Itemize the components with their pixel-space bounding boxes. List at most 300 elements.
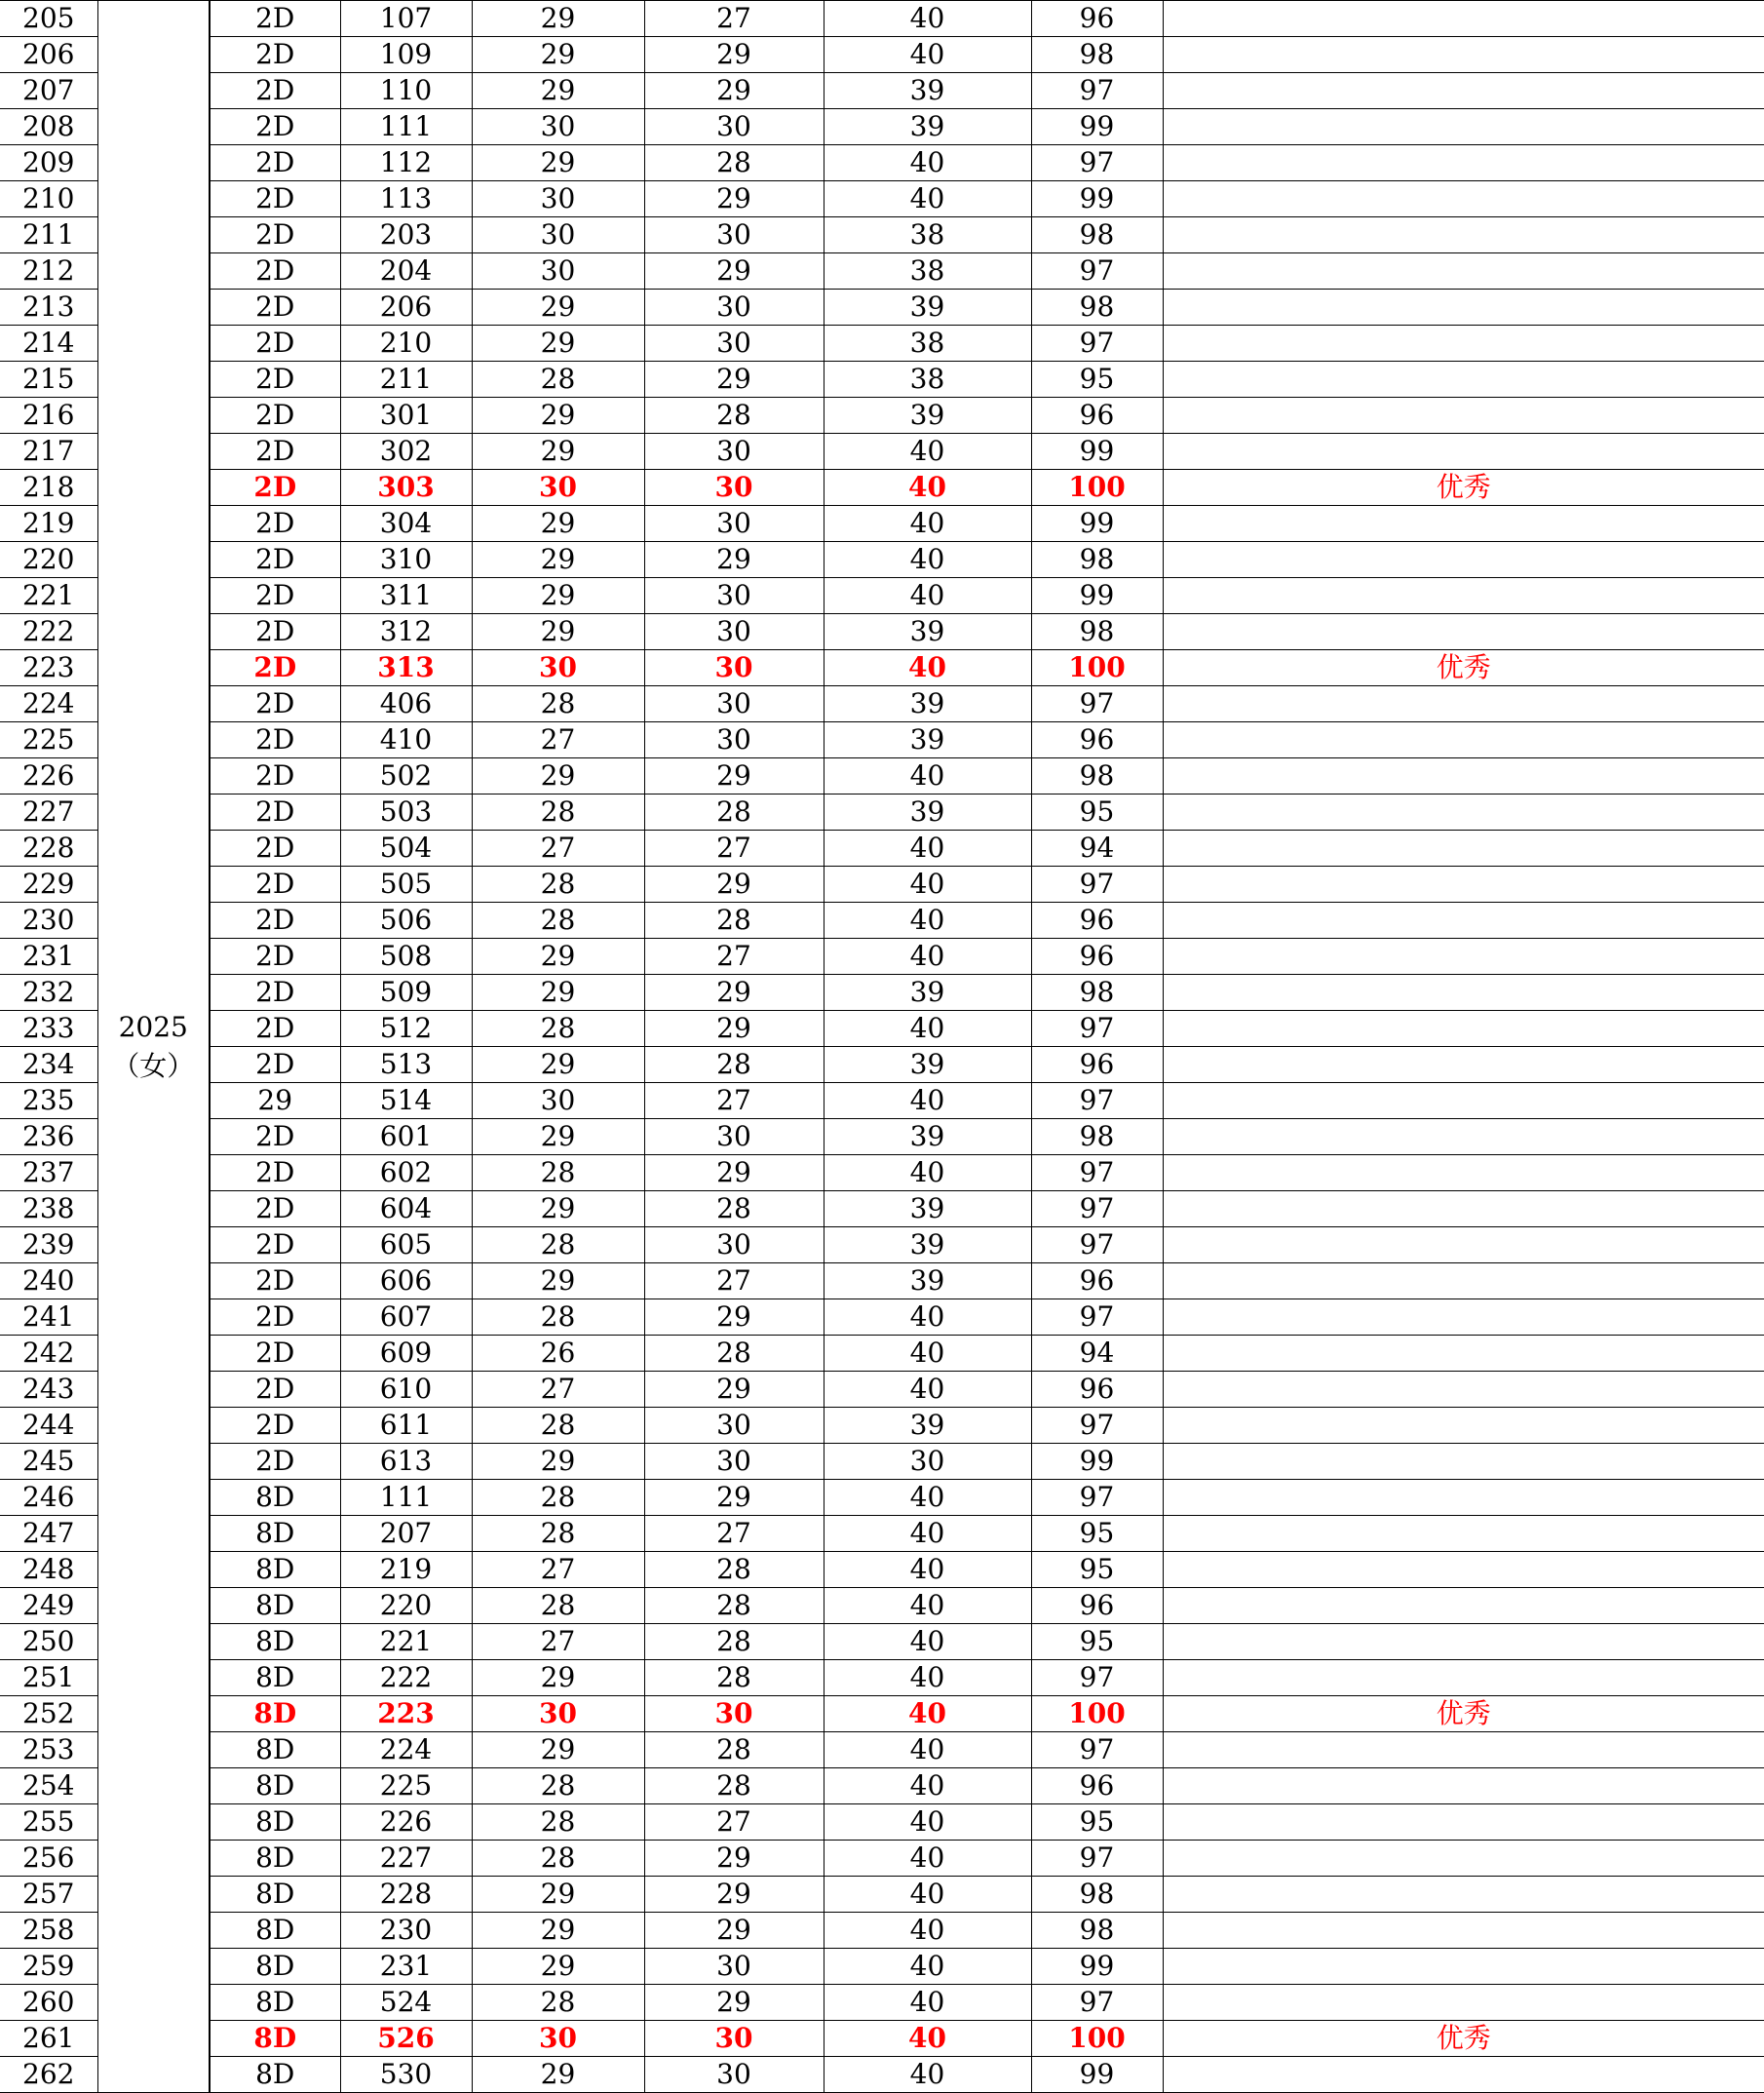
remark-cell: 优秀 <box>1163 2021 1764 2057</box>
score-1-cell: 27 <box>472 1372 644 1408</box>
row-number-cell: 243 <box>0 1372 97 1408</box>
score-1-cell: 30 <box>472 650 644 686</box>
row-number-cell: 207 <box>0 73 97 109</box>
table-row <box>0 362 1764 398</box>
table-row <box>0 831 1764 867</box>
table-row <box>0 1 1764 37</box>
score-1-cell: 30 <box>472 2021 644 2057</box>
table-row <box>0 1660 1764 1696</box>
score-3-cell: 40 <box>824 1155 1031 1191</box>
total-score-cell: 94 <box>1031 1336 1163 1372</box>
row-number-cell: 236 <box>0 1119 97 1155</box>
row-number-cell: 252 <box>0 1696 97 1732</box>
remark-cell <box>1163 1444 1764 1480</box>
score-3-cell: 40 <box>824 650 1031 686</box>
score-2-cell: 28 <box>644 903 824 939</box>
score-3-cell: 40 <box>824 939 1031 975</box>
score-3-cell: 40 <box>824 1949 1031 1985</box>
score-2-cell: 28 <box>644 1588 824 1624</box>
total-score-cell: 98 <box>1031 217 1163 253</box>
class-cell: 2D <box>210 73 340 109</box>
student-number-cell: 310 <box>340 542 472 578</box>
row-number-cell: 213 <box>0 290 97 326</box>
row-number-cell: 246 <box>0 1480 97 1516</box>
class-cell: 2D <box>210 903 340 939</box>
row-number-cell: 244 <box>0 1408 97 1444</box>
student-number-cell: 207 <box>340 1516 472 1552</box>
class-cell: 2D <box>210 1191 340 1227</box>
student-number-cell: 609 <box>340 1336 472 1372</box>
class-cell: 8D <box>210 1877 340 1913</box>
score-3-cell: 40 <box>824 2021 1031 2057</box>
remark-cell <box>1163 1480 1764 1516</box>
remark-cell <box>1163 109 1764 145</box>
class-cell: 2D <box>210 326 340 362</box>
score-2-cell: 29 <box>644 1480 824 1516</box>
class-cell: 2D <box>210 758 340 795</box>
score-1-cell: 27 <box>472 722 644 758</box>
row-number-cell: 227 <box>0 795 97 831</box>
class-cell: 2D <box>210 253 340 290</box>
row-number-cell: 247 <box>0 1516 97 1552</box>
remark-cell <box>1163 145 1764 181</box>
score-1-cell: 30 <box>472 1083 644 1119</box>
score-2-cell: 29 <box>644 758 824 795</box>
class-cell: 2D <box>210 1227 340 1263</box>
student-number-cell: 311 <box>340 578 472 614</box>
score-3-cell: 39 <box>824 614 1031 650</box>
score-1-cell: 30 <box>472 109 644 145</box>
remark-cell <box>1163 939 1764 975</box>
score-2-cell: 30 <box>644 1444 824 1480</box>
remark-cell <box>1163 1552 1764 1588</box>
score-1-cell: 26 <box>472 1336 644 1372</box>
score-1-cell: 28 <box>472 903 644 939</box>
student-number-cell: 503 <box>340 795 472 831</box>
class-cell: 2D <box>210 614 340 650</box>
class-cell: 29 <box>210 1083 340 1119</box>
class-cell: 2D <box>210 1372 340 1408</box>
score-3-cell: 40 <box>824 145 1031 181</box>
table-row <box>0 398 1764 434</box>
total-score-cell: 98 <box>1031 758 1163 795</box>
score-2-cell: 28 <box>644 1768 824 1804</box>
student-number-cell: 219 <box>340 1552 472 1588</box>
score-3-cell: 40 <box>824 1732 1031 1768</box>
remark-cell <box>1163 1299 1764 1336</box>
remark-cell: 优秀 <box>1163 470 1764 506</box>
score-1-cell: 28 <box>472 686 644 722</box>
total-score-cell: 97 <box>1031 253 1163 290</box>
total-score-cell: 98 <box>1031 614 1163 650</box>
row-number-cell: 262 <box>0 2057 97 2093</box>
score-1-cell: 29 <box>472 1660 644 1696</box>
remark-cell <box>1163 903 1764 939</box>
score-3-cell: 39 <box>824 795 1031 831</box>
row-number-cell: 253 <box>0 1732 97 1768</box>
class-cell: 2D <box>210 722 340 758</box>
score-3-cell: 30 <box>824 1444 1031 1480</box>
row-number-cell: 209 <box>0 145 97 181</box>
class-cell: 2D <box>210 542 340 578</box>
table-row <box>0 1336 1764 1372</box>
total-score-cell: 95 <box>1031 1552 1163 1588</box>
remark-cell <box>1163 253 1764 290</box>
score-2-cell: 27 <box>644 831 824 867</box>
score-3-cell: 40 <box>824 1372 1031 1408</box>
score-1-cell: 29 <box>472 37 644 73</box>
total-score-cell: 97 <box>1031 1408 1163 1444</box>
score-1-cell: 30 <box>472 470 644 506</box>
score-2-cell: 30 <box>644 614 824 650</box>
row-number-cell: 215 <box>0 362 97 398</box>
row-number-cell: 206 <box>0 37 97 73</box>
remark-cell <box>1163 326 1764 362</box>
table-row <box>0 1768 1764 1804</box>
total-score-cell: 97 <box>1031 686 1163 722</box>
class-cell: 8D <box>210 1552 340 1588</box>
student-number-cell: 606 <box>340 1263 472 1299</box>
student-number-cell: 211 <box>340 362 472 398</box>
score-2-cell: 29 <box>644 1155 824 1191</box>
row-number-cell: 229 <box>0 867 97 903</box>
remark-cell <box>1163 2057 1764 2093</box>
total-score-cell: 97 <box>1031 867 1163 903</box>
score-1-cell: 29 <box>472 939 644 975</box>
total-score-cell: 98 <box>1031 542 1163 578</box>
table-row <box>0 109 1764 145</box>
row-number-cell: 231 <box>0 939 97 975</box>
score-2-cell: 30 <box>644 326 824 362</box>
row-number-cell: 226 <box>0 758 97 795</box>
score-2-cell: 27 <box>644 1804 824 1841</box>
student-number-cell: 111 <box>340 109 472 145</box>
score-3-cell: 38 <box>824 253 1031 290</box>
score-1-cell: 28 <box>472 1480 644 1516</box>
table-row <box>0 1299 1764 1336</box>
student-number-cell: 113 <box>340 181 472 217</box>
student-number-cell: 509 <box>340 975 472 1011</box>
score-1-cell: 29 <box>472 1047 644 1083</box>
score-3-cell: 40 <box>824 1985 1031 2021</box>
group-year: 2025 <box>118 1010 188 1043</box>
table-row <box>0 217 1764 253</box>
total-score-cell: 97 <box>1031 326 1163 362</box>
student-number-cell: 406 <box>340 686 472 722</box>
remark-cell <box>1163 506 1764 542</box>
class-cell: 2D <box>210 1047 340 1083</box>
class-cell: 8D <box>210 1480 340 1516</box>
score-1-cell: 28 <box>472 1011 644 1047</box>
row-number-cell: 259 <box>0 1949 97 1985</box>
student-number-cell: 607 <box>340 1299 472 1336</box>
score-2-cell: 28 <box>644 1336 824 1372</box>
student-number-cell: 220 <box>340 1588 472 1624</box>
score-3-cell: 40 <box>824 867 1031 903</box>
total-score-cell: 98 <box>1031 37 1163 73</box>
student-number-cell: 604 <box>340 1191 472 1227</box>
score-1-cell: 30 <box>472 181 644 217</box>
score-2-cell: 28 <box>644 1552 824 1588</box>
student-number-cell: 304 <box>340 506 472 542</box>
table-row <box>0 1083 1764 1119</box>
total-score-cell: 100 <box>1031 650 1163 686</box>
total-score-cell: 97 <box>1031 145 1163 181</box>
total-score-cell: 99 <box>1031 1949 1163 1985</box>
student-number-cell: 530 <box>340 2057 472 2093</box>
table-row <box>0 614 1764 650</box>
total-score-cell: 97 <box>1031 73 1163 109</box>
table-row <box>0 1588 1764 1624</box>
score-1-cell: 28 <box>472 1299 644 1336</box>
student-number-cell: 312 <box>340 614 472 650</box>
score-3-cell: 40 <box>824 1 1031 37</box>
score-2-cell: 30 <box>644 1408 824 1444</box>
table-row <box>0 975 1764 1011</box>
student-number-cell: 513 <box>340 1047 472 1083</box>
score-3-cell: 39 <box>824 722 1031 758</box>
table-row <box>0 1877 1764 1913</box>
score-3-cell: 40 <box>824 1913 1031 1949</box>
class-cell: 2D <box>210 109 340 145</box>
score-3-cell: 40 <box>824 1552 1031 1588</box>
score-3-cell: 40 <box>824 1660 1031 1696</box>
total-score-cell: 97 <box>1031 1083 1163 1119</box>
class-cell: 2D <box>210 181 340 217</box>
student-number-cell: 206 <box>340 290 472 326</box>
score-1-cell: 29 <box>472 398 644 434</box>
score-2-cell: 28 <box>644 1660 824 1696</box>
class-cell: 2D <box>210 1011 340 1047</box>
score-2-cell: 27 <box>644 1 824 37</box>
class-cell: 8D <box>210 2057 340 2093</box>
score-1-cell: 29 <box>472 975 644 1011</box>
class-cell: 8D <box>210 1696 340 1732</box>
class-cell: 8D <box>210 1949 340 1985</box>
row-number-cell: 234 <box>0 1047 97 1083</box>
class-cell: 8D <box>210 1913 340 1949</box>
total-score-cell: 95 <box>1031 795 1163 831</box>
score-2-cell: 29 <box>644 1299 824 1336</box>
score-1-cell: 29 <box>472 1263 644 1299</box>
remark-cell <box>1163 1119 1764 1155</box>
table-row <box>0 73 1764 109</box>
class-cell: 8D <box>210 1516 340 1552</box>
total-score-cell: 96 <box>1031 1588 1163 1624</box>
total-score-cell: 96 <box>1031 903 1163 939</box>
score-2-cell: 29 <box>644 1372 824 1408</box>
remark-cell <box>1163 1 1764 37</box>
class-cell: 2D <box>210 1408 340 1444</box>
score-1-cell: 29 <box>472 326 644 362</box>
row-number-cell: 210 <box>0 181 97 217</box>
table-row <box>0 1913 1764 1949</box>
class-cell: 2D <box>210 939 340 975</box>
remark-cell <box>1163 1516 1764 1552</box>
score-3-cell: 40 <box>824 1516 1031 1552</box>
remark-cell <box>1163 1047 1764 1083</box>
class-cell: 2D <box>210 831 340 867</box>
remark-cell <box>1163 867 1764 903</box>
score-1-cell: 27 <box>472 831 644 867</box>
remark-cell <box>1163 614 1764 650</box>
table-row <box>0 181 1764 217</box>
score-2-cell: 30 <box>644 2021 824 2057</box>
class-cell: 2D <box>210 1299 340 1336</box>
score-2-cell: 29 <box>644 253 824 290</box>
table-row <box>0 578 1764 614</box>
score-2-cell: 29 <box>644 542 824 578</box>
table-row <box>0 1516 1764 1552</box>
total-score-cell: 96 <box>1031 1768 1163 1804</box>
row-number-cell: 254 <box>0 1768 97 1804</box>
score-3-cell: 39 <box>824 73 1031 109</box>
score-1-cell: 27 <box>472 1624 644 1660</box>
row-number-cell: 248 <box>0 1552 97 1588</box>
remark-cell <box>1163 542 1764 578</box>
remark-cell <box>1163 1191 1764 1227</box>
remark-cell <box>1163 217 1764 253</box>
row-number-cell: 239 <box>0 1227 97 1263</box>
table-row <box>0 542 1764 578</box>
table-row <box>0 650 1764 686</box>
row-number-cell: 251 <box>0 1660 97 1696</box>
student-number-cell: 227 <box>340 1841 472 1877</box>
row-number-cell: 256 <box>0 1841 97 1877</box>
remark-cell <box>1163 37 1764 73</box>
score-3-cell: 38 <box>824 326 1031 362</box>
group-gender: （女） <box>112 1049 195 1082</box>
total-score-cell: 96 <box>1031 1372 1163 1408</box>
table-row <box>0 470 1764 506</box>
table-row <box>0 1804 1764 1841</box>
score-3-cell: 40 <box>824 1624 1031 1660</box>
score-1-cell: 29 <box>472 1877 644 1913</box>
total-score-cell: 99 <box>1031 109 1163 145</box>
score-1-cell: 30 <box>472 217 644 253</box>
score-2-cell: 27 <box>644 1263 824 1299</box>
student-number-cell: 225 <box>340 1768 472 1804</box>
student-number-cell: 301 <box>340 398 472 434</box>
score-1-cell: 29 <box>472 1191 644 1227</box>
total-score-cell: 96 <box>1031 1263 1163 1299</box>
score-3-cell: 40 <box>824 903 1031 939</box>
remark-cell <box>1163 1227 1764 1263</box>
score-2-cell: 30 <box>644 1119 824 1155</box>
row-number-cell: 235 <box>0 1083 97 1119</box>
row-number-cell: 221 <box>0 578 97 614</box>
score-2-cell: 27 <box>644 939 824 975</box>
class-cell: 2D <box>210 1119 340 1155</box>
table-row <box>0 253 1764 290</box>
score-3-cell: 38 <box>824 362 1031 398</box>
row-number-cell: 220 <box>0 542 97 578</box>
student-number-cell: 112 <box>340 145 472 181</box>
score-3-cell: 39 <box>824 109 1031 145</box>
score-2-cell: 28 <box>644 1732 824 1768</box>
score-1-cell: 28 <box>472 1408 644 1444</box>
score-3-cell: 40 <box>824 506 1031 542</box>
score-3-cell: 39 <box>824 1191 1031 1227</box>
row-number-cell: 222 <box>0 614 97 650</box>
remark-cell <box>1163 434 1764 470</box>
total-score-cell: 99 <box>1031 181 1163 217</box>
score-1-cell: 29 <box>472 1 644 37</box>
student-number-cell: 223 <box>340 1696 472 1732</box>
score-1-cell: 28 <box>472 867 644 903</box>
score-1-cell: 28 <box>472 1841 644 1877</box>
total-score-cell: 94 <box>1031 831 1163 867</box>
score-3-cell: 40 <box>824 1336 1031 1372</box>
row-number-cell: 240 <box>0 1263 97 1299</box>
remark-cell <box>1163 1263 1764 1299</box>
score-2-cell: 28 <box>644 795 824 831</box>
total-score-cell: 98 <box>1031 975 1163 1011</box>
table-row <box>0 1949 1764 1985</box>
score-1-cell: 29 <box>472 758 644 795</box>
remark-cell <box>1163 1877 1764 1913</box>
student-number-cell: 303 <box>340 470 472 506</box>
score-2-cell: 30 <box>644 2057 824 2093</box>
remark-cell <box>1163 1768 1764 1804</box>
score-2-cell: 30 <box>644 290 824 326</box>
score-3-cell: 40 <box>824 542 1031 578</box>
student-number-cell: 226 <box>340 1804 472 1841</box>
score-3-cell: 39 <box>824 1227 1031 1263</box>
total-score-cell: 100 <box>1031 470 1163 506</box>
table-row <box>0 1119 1764 1155</box>
total-score-cell: 99 <box>1031 578 1163 614</box>
score-2-cell: 30 <box>644 722 824 758</box>
score-1-cell: 28 <box>472 795 644 831</box>
student-number-cell: 228 <box>340 1877 472 1913</box>
score-3-cell: 39 <box>824 290 1031 326</box>
student-number-cell: 224 <box>340 1732 472 1768</box>
score-1-cell: 30 <box>472 253 644 290</box>
row-number-cell: 261 <box>0 2021 97 2057</box>
score-2-cell: 27 <box>644 1516 824 1552</box>
total-score-cell: 98 <box>1031 1119 1163 1155</box>
remark-cell <box>1163 1985 1764 2021</box>
remark-cell <box>1163 1913 1764 1949</box>
table-row <box>0 2057 1764 2093</box>
table-row <box>0 1408 1764 1444</box>
row-number-cell: 249 <box>0 1588 97 1624</box>
remark-cell <box>1163 181 1764 217</box>
class-cell: 2D <box>210 975 340 1011</box>
score-1-cell: 29 <box>472 1913 644 1949</box>
score-2-cell: 28 <box>644 1047 824 1083</box>
score-3-cell: 40 <box>824 1696 1031 1732</box>
score-2-cell: 28 <box>644 1191 824 1227</box>
row-number-cell: 260 <box>0 1985 97 2021</box>
score-2-cell: 29 <box>644 181 824 217</box>
student-number-cell: 506 <box>340 903 472 939</box>
student-number-cell: 222 <box>340 1660 472 1696</box>
score-3-cell: 39 <box>824 1263 1031 1299</box>
row-number-cell: 224 <box>0 686 97 722</box>
student-number-cell: 504 <box>340 831 472 867</box>
score-3-cell: 39 <box>824 1119 1031 1155</box>
score-1-cell: 27 <box>472 1552 644 1588</box>
class-cell: 8D <box>210 1624 340 1660</box>
row-number-cell: 257 <box>0 1877 97 1913</box>
row-number-cell: 223 <box>0 650 97 686</box>
class-cell: 2D <box>210 145 340 181</box>
class-cell: 2D <box>210 686 340 722</box>
total-score-cell: 99 <box>1031 2057 1163 2093</box>
score-3-cell: 39 <box>824 398 1031 434</box>
